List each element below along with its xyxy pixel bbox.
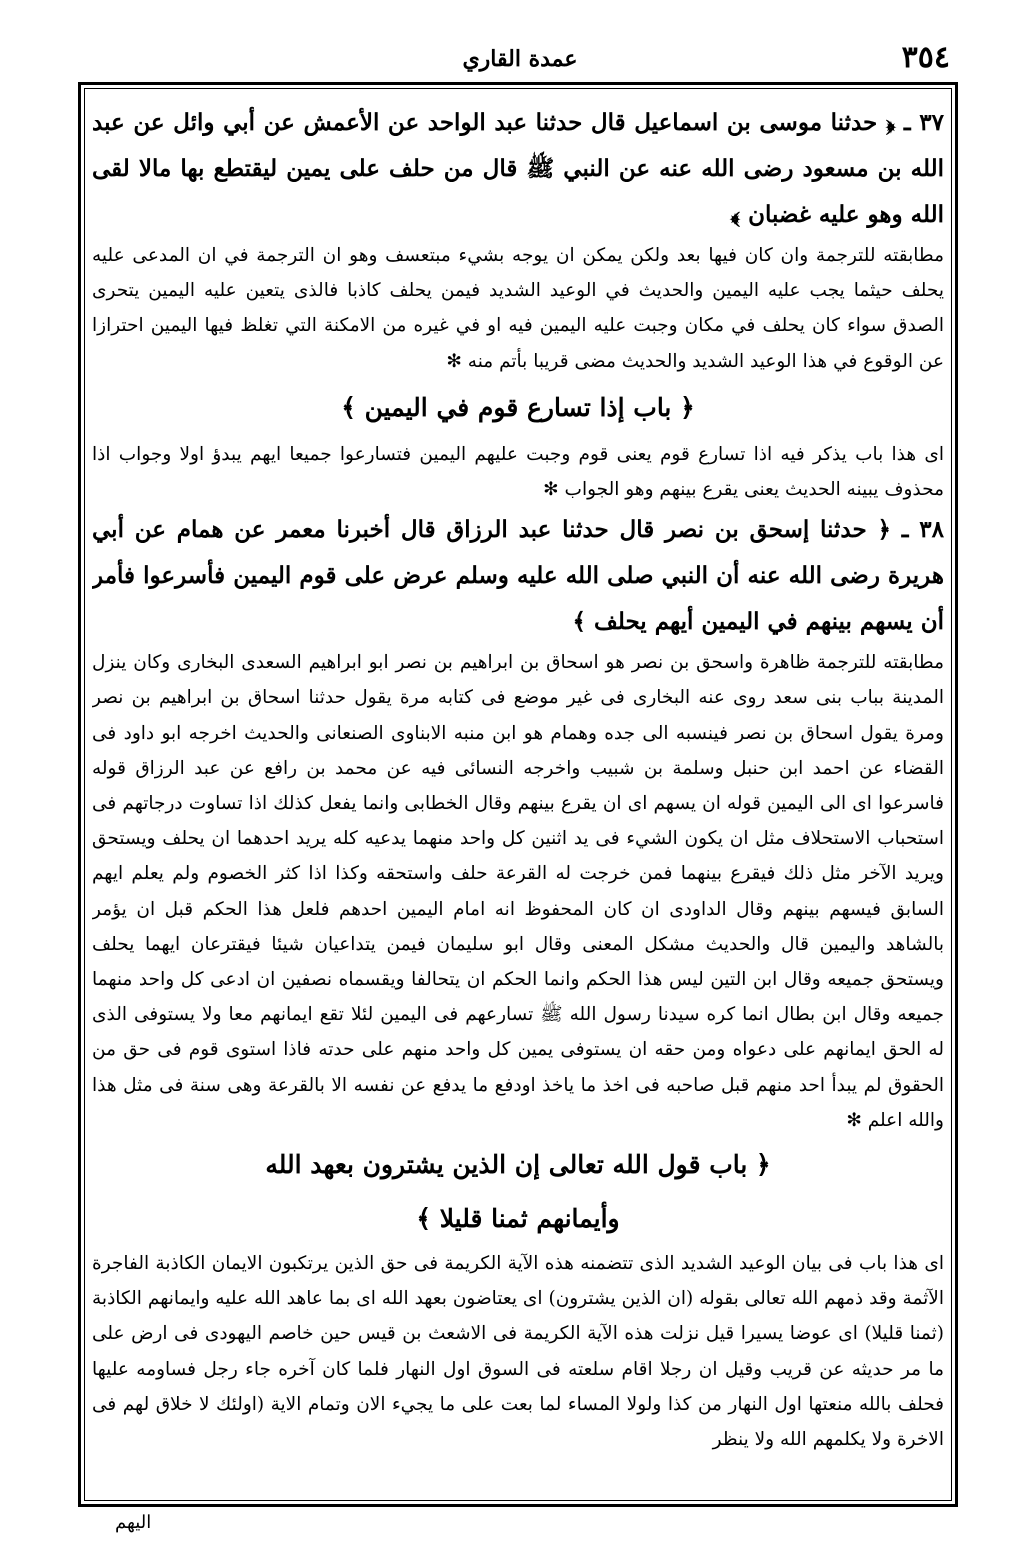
running-title: عمدة القاري — [462, 46, 578, 72]
commentary-paragraph-2: اى هذا باب يذكر فيه اذا تسارع قوم يعنى قوم وجبت عليهم اليمين فتسارعوا جميعا ايهم يبدؤ اولا وجواب اذا محذوف يبينه الحديث يعنى يقرع بينهم وهو الجواب ✻ — [92, 443, 944, 501]
page-header — [80, 40, 960, 84]
catchword: اليهم — [115, 1512, 152, 1533]
chapter-heading-2-line-1: ﴿ باب قول الله تعالى إن الذين يشترون بعهد الله — [265, 1150, 771, 1180]
commentary-paragraph-3: مطابقته للترجمة ظاهرة واسحق بن نصر هو اسحاق بن ابراهيم بن نصر ابو ابراهيم السعدى البخارى وكان ينزل المدينة بباب بنى سعد روى عنه البخارى فى غير موضع فى كتابه مرة يقول حدثنا اسحاق بن ابراهيم بن نصر ومرة يقول اسحاق بن نصر فينسبه الى جده وهمام هو ابن منبه الابناوى الصنعانى والحديث اخرجه ابو داود فى القضاء عن احمد ابن حنبل وسلمة بن شبيب واخرجه النسائى فيه عن محمد بن رافع عن عبد الرزاق قوله فاسرعوا اى الى اليمين قوله ان يسهم اى ان يقرع بينهم وقال الخطابى وانما يفعل كذلك اذا تساوت درجاتهم فى استحباب الاستحلاف مثل ان يكون الشيء فى يد اثنين كل واحد منهما يدعيه كله يريد احدهما ان يحلف ويستحق ويريد الآخر مثل ذلك فيقرع بينهما فمن خرجت له القرعة حلف واستحقه وكذا اذا كثر الخصوم ولم يعلم ايهم السابق فيسهم بينهم وقال الداودى ان كان المحفوظ انه امام اليمين احدهم فلعل هذا الحكم قبل ان يؤمر بالشاهد واليمين قال والحديث مشكل المعنى وقال ابو سليمان فيمن يتداعيان شيئا فيقترعان ايهما يحلف ويستحق جميعه وقال ابن التين ليس هذا الحكم وانما الحكم ان يتحالفا ويقسماه نصفين ان ادعى كل واحد منهما جميعه وقال ابن بطال انما كره سيدنا رسول الله ﷺ تسارعهم فى اليمين لئلا تقع ايمانهم معا ولا يستوفى الذى له الحق ايمانهم على دعواه ومن حقه ان يستوفى يمين كل واحد منهم على حدته فاذا استوى قوم فى حق من الحقوق لم يبدأ احد منهم قبل صاحبه فى اخذ ما ياخذ اودفع ما يدفع عن نفسه الا بالقرعة وهى سنة فى مثل هذا والله اعلم ✻ — [92, 652, 944, 1131]
page-body — [92, 100, 944, 1495]
chapter-heading-2-line-2: وأيمانهم ثمنا قليلا ﴾ — [416, 1204, 620, 1234]
commentary-paragraph-1: مطابقته للترجمة وان كان فيها بعد ولكن يمكن ان يوجه بشيء مبتعسف وهو ان الترجمة في ان المدعى عليه يحلف حيثما يجب عليه اليمين والحديث في الوعيد الشديد فيمن يحلف كاذبا فالذى يتعين عليه اليمين يتحرى الصدق سواء كان يحلف في مكان وجبت عليه اليمين فيه او في غيره من الامكنة التي تغلظ فيها اليمين احترازا عن الوقوع في هذا الوعيد الشديد والحديث مضى قريبا بأتم منه ✻ — [92, 245, 944, 372]
chapter-heading-1: ﴿ باب إذا تسارع قوم في اليمين ﴾ — [341, 392, 695, 422]
commentary-paragraph-4: اى هذا باب فى بيان الوعيد الشديد الذى تتضمنه هذه الآية الكريمة فى حق الذين يرتكبون الايمان الكاذبة الفاجرة الآثمة وقد ذمهم الله تعالى بقوله (ان الذين يشترون) اى يعتاضون بعهد الله اى بما عاهد الله عليه وايمانهم الكاذبة (ثمنا قليلا) اى عوضا يسيرا قيل نزلت هذه الآية الكريمة فى الاشعث بن قيس حين خاصم اليهودى فى ارض على ما مر حديثه عن قريب وقيل ان رجلا اقام سلعته فى السوق اول النهار فلما كان آخره جاء رجل فساومه عليها فحلف بالله منعتها اول النهار من كذا ولولا المساء لما بعت على ما يجيء الان وتمام الاية (اولئك لا خلاق لهم فى الاخرة ولا يكلمهم الله ولا ينظر — [92, 1253, 944, 1451]
page-number: ٣٥٤ — [901, 40, 950, 75]
hadith-38: ٣٨ ـ ﴿ حدثنا إسحق بن نصر قال حدثنا عبد الرزاق قال أخبرنا معمر عن همام عن أبي هريرة رضى الله عنه أن النبي صلى الله عليه وسلم عرض على قوم اليمين فأسرعوا فأمر أن يسهم بينهم في اليمين أيهم يحلف ﴾ — [92, 516, 944, 636]
hadith-37: ٣٧ ـ ﴿ حدثنا موسى بن اسماعيل قال حدثنا عبد الواحد عن الأعمش عن أبي وائل عن عبد الله بن مسعود رضى الله عنه عن النبي ﷺ قال من حلف على يمين ليقتطع بها مالا لقى الله وهو عليه غضبان ﴾ — [92, 109, 944, 228]
